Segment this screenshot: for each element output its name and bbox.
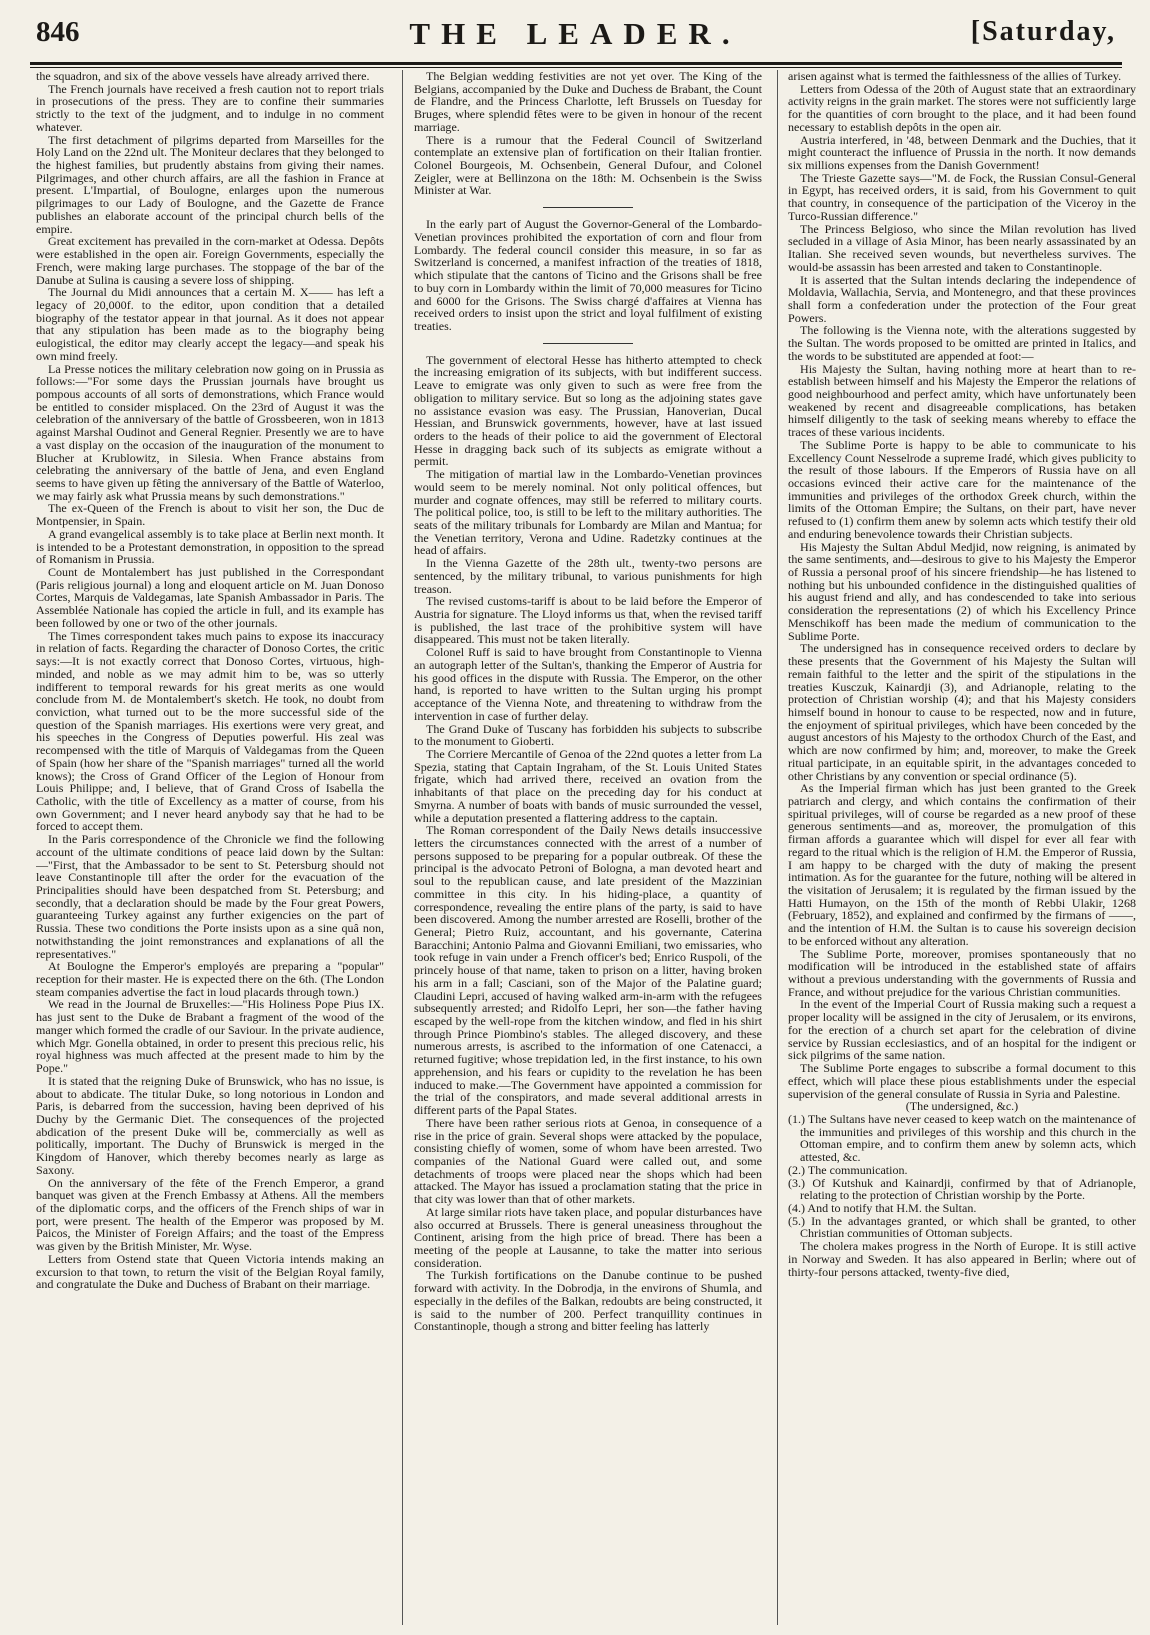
article-paragraph: The French journals have received a fresh caution not to report trials in prosecutions of the press. They are to confine their summaries strictly to the text of the judgment, and to indulge in no comment whatever. [36, 81, 384, 134]
column-divider [777, 70, 778, 1625]
article-paragraph: The Trieste Gazette says—"M. de Fock, the Russian Consul-General in Egypt, has received orders, it is said, from his Government to quit that country, in consequence of the participation of the Viceroy in the Turco-Russian difference." [788, 170, 1136, 223]
article-paragraph: At Boulogne the Emperor's employés are preparing a "popular" reception for their master. He is expected there on the 6th. (The London steam companies advertise the fact in loud placards through town.) [36, 959, 384, 999]
section-divider [543, 207, 633, 208]
article-paragraph: The first detachment of pilgrims departed from Marseilles for the Holy Land on the 22nd ult. The Moniteur declares that they belonged to the highest families, but prudently abstains from giving their names. Pilgrimages, and other church affairs, are all the fashion in France at present. L'Impartial, of Boulogne, enlarges upon the numerous pilgrimages to our Lady of Boulogne, and the Gazette de France publishes an elaborate account of the principal church bells of the empire. [36, 132, 384, 236]
article-paragraph: The government of electoral Hesse has hitherto attempted to check the increasing emigration of its subjects, with but indifferent success. Leave to emigrate was only given to such as were free from the obligation to military service. But so long as the adjoining states gave no assistance evasion was easy. The Prussian, Hanoverian, Ducal Hessian, and Brunswick governments, however, have at last issued orders to the heads of their police to aid the government of Electoral Hesse in dragging back such of its subjects as emigrate without a permit. [414, 352, 762, 469]
article-paragraph: Austria interfered, in '48, between Denmark and the Duchies, that it might counteract the influence of Prussia in the north. It now demands six millions expenses from the Danish Government! [788, 132, 1136, 173]
article-paragraph: The Times correspondent takes much pains to expose its inaccuracy in relation of facts. Regarding the character of Donoso Cortes, the critic says:—It is not exactly correct that Donoso Cortes, virtuous, high-minded, and noble as we may admit him to be, was so utterly indifferent to temporal rewards for his great merits as one would conclude from M. de Montalembert's sketch. He took, no doubt from conviction, what turned out to be the more successful side of the question of the Spanish marriages. His exertions were very great, and his speeches in the Congress of Deputies powerful. His zeal was recompensed with the title of Marquis of Valdegamas from the Queen of Spain (how her share of the "Spanish marriages" turned all the world knows); the Cross of Grand Officer of the Legion of Honour from Louis Philippe; and, I believe, that of Grand Cross of Isabella the Catholic, with the title of Excellency as a matter of course, from his own Government; and I never heard anybody say that he had to be forced to accept them. [36, 628, 384, 834]
article-paragraph: In the Vienna Gazette of the 28th ult., twenty-two persons are sentenced, by the military tribunal, to various punishments for high treason. [414, 556, 762, 596]
article-paragraph: In the early part of August the Governor-General of the Lombardo-Venetian provinces prohibited the exportation of corn and flour from Lombardy. The federal council consider this measure, in so far as Switzerland is concerned, a manifest infraction of the treaties of 1818, which stipulate that the cantons of Ticino and the Grisons shall be free to buy corn in Lombardy within the limit of 70,000 measures for Ticino and 6000 for the Grisons. The Swiss chargé d'affaires at Vienna has received orders to insist upon the strict and loyal fulfilment of existing treaties. [414, 217, 762, 333]
article-paragraph: The Roman correspondent of the Daily News details insuccessive letters the circumstances connected with the arrest of a number of persons supposed to be preparing for a popular outbreak. Of these the principal is the advocato Petroni of Bologna, a man devoted heart and soul to the republican cause, and late president of the Mazzinian committee in this city. In his hiding-place, a quantity of correspondence, revealing the entire plans of the party, is said to have been discovered. Among the number arrested are Roselli, brother of the General; Pietro Ruiz, accountant, and his governante, Caterina Baracchini; Antonio Palma and Giovanni Emiliani, two emissaries, who took refuge in vain under a French officer's bed; Enrico Ruspoli, of the princely house of that name, taken to prison on a litter, having broken his arm in a fall; Casciani, son of the Major of the Palatine guard; Claudini Lepri, accused of having walked arm-in-arm with the refugees subsequently arrested; and Ridolfo Lepri, her son—the father having escaped by the well-rope from the kitchen window, and fled in his shirt through Prince Piombino's stables. The alleged discovery, and these numerous arrests, is ascribed to the information of one Catenacci, a returned fugitive; whose trepidation led, in the first instance, to his own apprehension, and his fears or cupidity to the revelation he has been induced to make.—The Government have appointed a commission for the trial of the conspirators, and made several additional arrests in different parts of the Papal States. [414, 823, 762, 1118]
issue-day: [Saturday, [970, 16, 1116, 47]
article-paragraph: Count de Montalembert has just published in the Correspondant (Paris religious journal) a long and eloquent article on M. Juan Donoso Cortes, Marquis de Valdegamas, late Spanish Ambassador in Paris. The Assemblée Nationale has copied the article in full, and its example has been followed by one or two of the other journals. [36, 565, 384, 630]
article-paragraph: The cholera makes progress in the North of Europe. It is still active in Norway and Sweden. It has also appeared in Berlin; where out of thirty-four persons attacked, twenty-five died, [788, 1239, 1136, 1279]
column-middle [414, 70, 762, 1628]
article-paragraph: On the anniversary of the fête of the French Emperor, a grand banquet was given at the French Embassy at Athens. All the members of the diplomatic corps, and the officers of the French ships of war in port, were present. The health of the Emperor was proposed by M. Paicos, the Minister of Foreign Affairs; and the toast of the Empress was given by the British Minister, Mr. Wyse. [36, 1175, 384, 1254]
article-paragraph: There is a rumour that the Federal Council of Switzerland contemplate an extensive plan of fortification on their Italian frontier. Colonel Bourgeois, M. Ochsenbein, General Dufour, and Colonel Zeigler, were at Bellinzona on the 18th: M. Ochsenbein is the Swiss Minister at War. [414, 132, 762, 198]
section-divider [543, 343, 633, 344]
footnote: (1.) The Sultans have never ceased to keep watch on the maintenance of the immunities and privileges of this worship and this church in the Ottoman empire, and to confirm them anew by solemn acts, which attested, &c. [788, 1111, 1136, 1165]
article-paragraph: The Turkish fortifications on the Danube continue to be pushed forward with activity. In the Dobrodja, in the environs of Shumla, and especially in the defiles of the Balkan, redoubts are being constructed, it is said to the number of 200. Perfect tranquillity continues in Constantinople, though a strong and bitter feeling has latterly [414, 1268, 762, 1334]
article-paragraph: There have been rather serious riots at Genoa, in consequence of a rise in the price of grain. Several shops were attacked by the populace, consisting chiefly of women, some of whom have been arrested. Two companies of the National Guard were called out, and some detachments of troops were placed near the shops which had been attacked. The Mayor has issued a proclamation stating that the price in that city was lower than that of other markets. [414, 1115, 762, 1207]
footnote: (4.) And to notify that H.M. the Sultan. [788, 1200, 977, 1215]
article-paragraph: The undersigned has in consequence received orders to declare by these presents that the Government of his Majesty the Sultan will remain faithful to the letter and the spirit of the stipulations in the treaties Kusczuk, Kainardji (3), and Adrianople, relating to the protection of Christian worship (4); and that his Majesty considers himself bound in honour to cause to be respected, now and in future, the enjoyment of spiritual privileges, which have been conceded by the august ancestors of his Majesty to the orthodox Church of the East, and which are now confirmed by him; and, moreover, to make the Greek ritual participate, in an equitable spirit, in the advantages conceded to other Christians by any convention or special ordinance (5). [788, 641, 1136, 783]
article-paragraph: His Majesty the Sultan, having nothing more at heart than to re-establish between himself and his Majesty the Emperor the relations of good neighbourhood and perfect amity, which have unfortunately been weakened by recent and disagreeable complications, has betaken himself diligently to the task of seeking means whereby to efface the traces of these various incidents. [788, 361, 1136, 440]
article-paragraph: The Grand Duke of Tuscany has forbidden his subjects to subscribe to the monument to Gioberti. [414, 721, 762, 749]
page-number: 846 [36, 16, 80, 48]
footnote: (5.) In the advantages granted, or which shall be granted, to other Christian communities of Ottoman subjects. [788, 1213, 1136, 1241]
article-paragraph: La Presse notices the military celebration now going on in Prussia as follows:—"For some days the Prussian journals have brought us pompous accounts of all sorts of demonstrations, which France would be entitled to consider misplaced. On the 23rd of August it was the celebration of the anniversary of the battle of Grossbeeren, won in 1813 against Marshal Oudinot and General Regnier. Presently we are to have a vast display on the occasion of the inauguration of the monument to Blucher at Krublowitz, in Silesia. When France abstains from celebrating the anniversary of the battle of Jena, and even England seems to have given up fêting the anniversary of the Battle of Waterloo, we may fairly ask what Prussia means by such demonstrations." [36, 361, 384, 503]
article-paragraph: The following is the Vienna note, with the alterations suggested by the Sultan. The words proposed to be omitted are printed in Italics, and the words to be substituted are appended at foot:— [788, 323, 1136, 363]
footnote: (2.) The communication. [788, 1162, 908, 1177]
article-paragraph: The Corriere Mercantile of Genoa of the 22nd quotes a letter from La Spezia, stating that Captain Ingraham, of the St. Louis United States frigate, which had arrived there, received an ovation from the inhabitants of that place on the preceding day for his conduct at Smyrna. A number of boats with bands of music surrounded the vessel, while a deputation presented a flattering address to the captain. [414, 746, 762, 825]
article-paragraph: The Sublime Porte engages to subscribe a formal document to this effect, which will place these pious establishments under the especial supervision of the general consulate of Russia in Syria and Palestine. [788, 1061, 1136, 1101]
article-paragraph: It is stated that the reigning Duke of Brunswick, who has no issue, is about to abdicate. The titular Duke, so long notorious in London and Paris, is debarred from the succession, having been deprived of his Duchy by the Germanic Diet. The consequences of the projected abdication of the present Duke will be, commercially as well as politically, important. The Duchy of Brunswick is merged in the Kingdom of Hanover, which thereby becomes nearly as large as Saxony. [36, 1073, 384, 1177]
column-left [36, 70, 384, 1628]
column-divider [402, 70, 403, 1625]
footnote: (3.) Of Kutshuk and Kainardji, confirmed by that of Adrianople, relating to the protection of Christian worship by the Porte. [788, 1175, 1136, 1203]
newspaper-title: THE LEADER. [409, 16, 741, 51]
article-paragraph: Colonel Ruff is said to have brought from Constantinople to Vienna an autograph letter of the Sultan's, thanking the Emperor of Austria for his good offices in the dispute with Russia. The Emperor, on the other hand, is reported to have written to the Sultan urging his prompt acceptance of the Vienna Note, and threatening to withdraw from the intervention in case of further delay. [414, 645, 762, 723]
article-paragraph: The Sublime Porte is happy to be able to communicate to his Excellency Count Nesselrode a supreme Iradé, which gives publicity to the result of those labours. If the Emperors of Russia have on all occasions evinced their active care for the maintenance of the immunities and privileges of the orthodox Greek church, within the limits of the Ottoman Empire; the Sultans, on their part, have never refused to (1) confirm them anew by solemn acts which testify their old and enduring benevolence towards their Christian subjects. [788, 437, 1136, 541]
header-rule-thin [30, 67, 1122, 68]
article-paragraph: Letters from Odessa of the 20th of August state that an extraordinary activity reigns in the grain market. The stores were not sufficiently large for the quantities of corn brought to the place, and it had been found necessary to establish depôts in the open air. [788, 81, 1136, 134]
article-paragraph: the squadron, and six of the above vessels have already arrived there. [36, 70, 370, 83]
article-paragraph: The Journal du Midi announces that a certain M. X—— has left a legacy of 20,000f. to the editor, upon condition that a detailed biography of the testator appear in that journal. As it does not appear that any stipulation has been made as to the biography being eulogistical, the editor may clearly accept the legacy—and speak his own mind freely. [36, 285, 384, 363]
article-paragraph: The Princess Belgioso, who since the Milan revolution has lived secluded in a village of Asia Minor, has been nearly assassinated by an Italian. She received seven wounds, but nevertheless survives. The would-be assassin has been arrested and taken to Constantinople. [788, 221, 1136, 274]
article-paragraph: Letters from Ostend state that Queen Victoria intends making an excursion to that town, to return the visit of the Belgian Royal family, and congratulate the Duke and Duchess of Brabant on their marriage. [36, 1251, 384, 1292]
article-paragraph: A grand evangelical assembly is to take place at Berlin next month. It is intended to be a Protestant demonstration, in opposition to the spread of Romanism in Prussia. [36, 526, 384, 567]
article-paragraph: At large similar riots have taken place, and popular disturbances have also occurred at Brussels. There is general uneasiness throughout the Continent, arising from the high price of bread. There has been a meeting of the people at Lausanne, to take the matter into serious consideration. [414, 1204, 762, 1270]
column-right [788, 70, 1136, 1628]
article-paragraph: His Majesty the Sultan Abdul Medjid, now reigning, is animated by the same sentiments, and—desirous to give to his Majesty the Emperor of Russia a personal proof of his sincere friendship—he has listened to nothing but his unbounded confidence in the distinguished qualities of his august friend and ally, and has condescended to take into serious consideration the representations (2) of which his Excellency Prince Menschikoff has been made the medium of communication to the Sublime Porte. [788, 539, 1136, 643]
article-paragraph: In the event of the Imperial Court of Russia making such a request a proper locality will be assigned in the city of Jerusalem, or its environs, for the erection of a church set apart for the celebration of divine service by Russian ecclesiastics, and of an hospital for the indigent or sick pilgrims of the same nation. [788, 997, 1136, 1063]
article-paragraph: The Sublime Porte, moreover, promises spontaneously that no modification will be introduced in the established state of affairs without a previous understanding with the governments of Russia and France, and without prejudice for the various Christian communities. [788, 946, 1136, 999]
article-paragraph: The ex-Queen of the French is about to visit her son, the Duc de Montpensier, in Spain. [36, 501, 384, 529]
article-paragraph: The mitigation of martial law in the Lombardo-Venetian provinces would seem to be merely nominal. Not only political offences, but murder and cognate offences, may still be referred to military courts. The political police, too, is still to be left to the military authorities. The seats of the military tribunals for Lombardy are Milan and Mantua; for the Venetian territory, Verona and Udine. Radetzky continues at the head of affairs. [414, 467, 762, 558]
article-paragraph: In the Paris correspondence of the Chronicle we find the following account of the ultimate conditions of peace laid down by the Sultan:—"First, that the Ambassador to be sent to St. Petersburg should not leave Constantinople till after the order for the evacuation of the Principalities should have been despatched from St. Petersburg; and secondly, that a declaration should be made by the Four great Powers, guaranteeing Turkey against any further exigencies on the part of Russia. These two conditions the Porte insists upon as a sine quâ non, notwithstanding the joint remonstrances and explanations of all the representatives." [36, 832, 384, 961]
article-paragraph: The Belgian wedding festivities are not yet over. The King of the Belgians, accompanied by the Duke and Duchess de Brabant, the Count de Flandre, and the Princess Charlotte, left Brussels on Tuesday for Bruges, where splendid fêtes were to be given in honour of the recent marriage. [414, 70, 762, 134]
signature-line: (The undersigned, &c.) [905, 1099, 1019, 1114]
article-paragraph: The revised customs-tariff is about to be laid before the Emperor of Austria for signature. The Lloyd informs us that, when the revised tariff is published, the last trace of the prohibitive system will have disappeared. This must not be taken literally. [414, 594, 762, 647]
header-rule [30, 62, 1122, 65]
article-paragraph: We read in the Journal de Bruxelles:—"His Holiness Pope Pius IX. has just sent to the Duke de Brabant a fragment of the wood of the manger which formed the cradle of our Saviour. In the private audience, which Mgr. Gonella obtained, in order to present this precious relic, his royal highness was much affected at the present made to him by the Pope." [36, 997, 384, 1076]
masthead [30, 14, 1120, 62]
article-paragraph: As the Imperial firman which has just been granted to the Greek patriarch and clergy, and which contains the confirmation of their spiritual privileges, will of course be regarded as a new proof of these generous sentiments—and as, moreover, the promulgation of this firman affords a guarantee which will dispel for ever all fear with regard to the ritual which is the religion of H.M. the Emperor of Russia, I am happy to be charged with the duty of making the present intimation. As for the guarantee for the future, nothing will be altered in the visitation of Jerusalem; it is regulated by the firman issued by the Hatti Humayon, on the 15th of the month of Rebbi Ulakir, 1268 (February, 1852), and explained and confirmed by the firmans of ——, and the intention of H.M. the Sultan is to cause his sovereign decision to be enforced without any alteration. [788, 781, 1136, 948]
article-paragraph: Great excitement has prevailed in the corn-market at Odessa. Depôts were established in the open air. Foreign Governments, especially the French, were making large purchases. The stoppage of the bar of the Danube at Sulina is causing a severe loss of shipping. [36, 234, 384, 287]
article-paragraph: arisen against what is termed the faithlessness of the allies of Turkey. [788, 70, 1122, 83]
article-paragraph: It is asserted that the Sultan intends declaring the independence of Moldavia, Wallachia, Servia, and Montenegro, and that these provinces shall form a confederation under the protection of the Four great Powers. [788, 272, 1136, 325]
